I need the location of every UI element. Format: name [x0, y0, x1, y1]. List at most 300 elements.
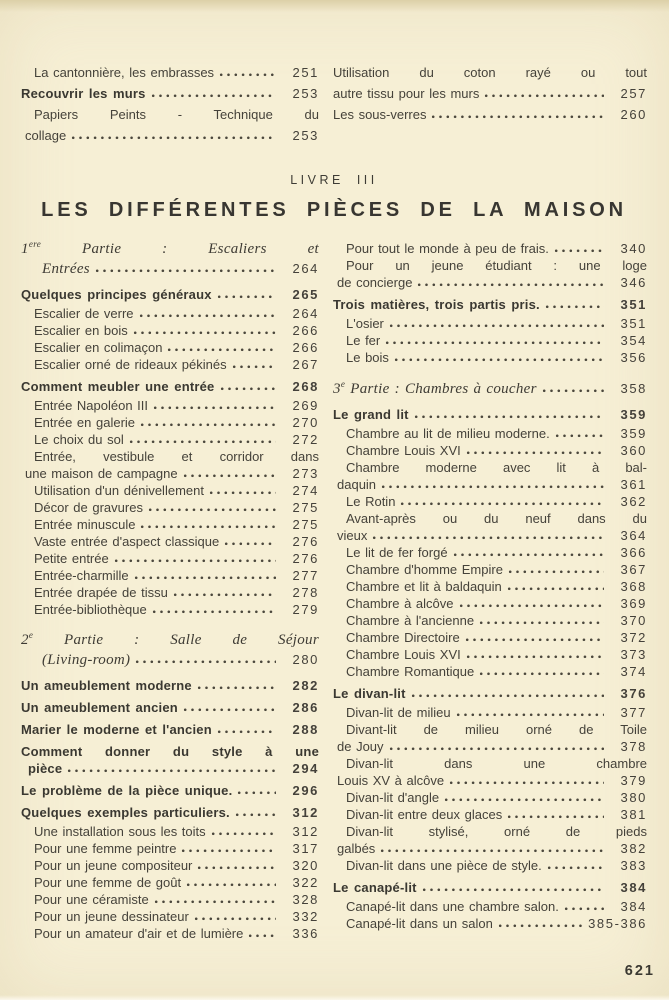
- dot-leader: [140, 518, 276, 529]
- page-ref: 280: [292, 652, 319, 667]
- toc-entry-line: [333, 646, 647, 663]
- text-segment: de concierge: [337, 275, 413, 290]
- toc-entry-text: [346, 240, 549, 257]
- toc-entry-line: [21, 104, 319, 125]
- toc-entry-line: [333, 296, 647, 313]
- dot-leader: [453, 546, 604, 557]
- toc-entry: [333, 755, 647, 789]
- text-segment: Chambre au lit de milieu moderne.: [346, 426, 550, 441]
- dot-leader: [173, 586, 276, 597]
- toc-entry-line: [21, 908, 319, 925]
- toc-entry-line: [333, 612, 647, 629]
- toc-entry-text: [333, 380, 537, 399]
- text-segment: Divant-lit de milieu orné de Toile: [346, 722, 647, 737]
- toc-entry-text: [34, 414, 135, 431]
- toc-entry-text: [21, 782, 232, 799]
- page-ref: 373: [620, 647, 647, 662]
- toc-entry-text: [34, 482, 204, 499]
- dot-leader: [183, 701, 276, 712]
- toc-left-column: [21, 240, 319, 942]
- page-ref: 356: [620, 350, 647, 365]
- toc-entry-line: [333, 315, 647, 332]
- text-segment: Quelques exemples particuliers.: [21, 805, 230, 820]
- text-segment: Le lit de fer forgé: [346, 545, 448, 560]
- toc-entry: [333, 612, 647, 629]
- toc-entry: [21, 516, 319, 533]
- dot-leader: [484, 87, 604, 98]
- text-segment: une maison de campagne: [25, 466, 178, 481]
- toc-entry: [21, 743, 319, 777]
- toc-entry-text: [34, 550, 109, 567]
- text-segment: Divan-lit dans une chambre: [346, 756, 647, 771]
- page-ref: 312: [292, 824, 319, 839]
- toc-entry-line: [333, 840, 647, 857]
- page-ref: 268: [292, 379, 319, 394]
- page-ref: 370: [620, 613, 647, 628]
- dot-leader: [186, 876, 276, 887]
- page-ref: 257: [620, 86, 647, 101]
- text-segment: Entrée minuscule: [34, 517, 136, 532]
- toc-entry-line: [21, 339, 319, 356]
- toc-entry: [21, 721, 319, 738]
- text-segment: Pour un jeune étudiant : une loge: [346, 258, 647, 273]
- toc-entry-text: [21, 83, 146, 104]
- toc-entry-line: [333, 62, 647, 83]
- toc-entry-line: [21, 378, 319, 395]
- toc-entry: [21, 286, 319, 303]
- toc-entry: [21, 840, 319, 857]
- toc-entry-line: [333, 806, 647, 823]
- toc-entry-line: [21, 631, 319, 650]
- ordinal-superscript: e: [28, 630, 34, 640]
- dot-leader: [148, 501, 276, 512]
- toc-entry-line: [333, 425, 647, 442]
- toc-entry-text: [346, 561, 503, 578]
- text-segment: La cantonnière, les embrasses: [34, 65, 215, 80]
- toc-entry: [333, 425, 647, 442]
- text-segment: Escalier en colimaçon: [34, 340, 163, 355]
- dot-leader: [129, 433, 276, 444]
- toc-entry-line: [21, 567, 319, 584]
- page-ref: 275: [292, 517, 319, 532]
- dot-leader: [135, 653, 276, 664]
- toc-entry: [333, 315, 647, 332]
- page-ref: 265: [292, 287, 319, 302]
- toc-entry-line: [21, 83, 319, 104]
- toc-entry: [333, 595, 647, 612]
- toc-entry-line: [333, 442, 647, 459]
- page-ref: 288: [292, 722, 319, 737]
- page-ref: 376: [620, 686, 647, 701]
- text-segment: Chambre à alcôve: [346, 596, 454, 611]
- dot-leader: [67, 762, 276, 773]
- page-ref: 320: [292, 858, 319, 873]
- toc-entry-text: [346, 595, 454, 612]
- toc-entry-text: [346, 857, 542, 874]
- dot-leader: [555, 427, 604, 438]
- page-ref: 369: [620, 596, 647, 611]
- toc-entry-line: [333, 738, 647, 755]
- toc-entry: [333, 379, 647, 399]
- toc-entry: [21, 601, 319, 618]
- toc-entry: [21, 62, 319, 83]
- toc-entry: [21, 322, 319, 339]
- text-segment: Pour une céramiste: [34, 892, 149, 907]
- toc-entry-line: [333, 879, 647, 896]
- dot-leader: [211, 825, 276, 836]
- toc-entry-line: [21, 62, 319, 83]
- ordinal-superscript: e: [340, 379, 346, 389]
- dot-leader: [400, 495, 604, 506]
- toc-entry: [333, 296, 647, 313]
- toc-entry: [21, 567, 319, 584]
- toc-entry: [21, 891, 319, 908]
- toc-entry-text: [21, 240, 319, 259]
- dot-leader: [449, 774, 604, 785]
- toc-top-left-column: [21, 62, 319, 146]
- toc-entry-line: [21, 322, 319, 339]
- text-segment: Chambre et lit à baldaquin: [346, 579, 502, 594]
- text-segment: Vaste entrée d'aspect classique: [34, 534, 220, 549]
- toc-entry: [333, 459, 647, 493]
- text-segment: Le choix du sol: [34, 432, 124, 447]
- text-segment: Le divan-lit: [333, 686, 406, 701]
- toc-entry-text: [337, 476, 376, 493]
- toc-entry-line: [333, 721, 647, 738]
- toc-entry-text: [346, 257, 647, 274]
- dot-leader: [417, 276, 604, 287]
- toc-entry-line: [21, 356, 319, 373]
- text-segment: Pour tout le monde à peu de frais.: [346, 241, 549, 256]
- toc-entry-line: [333, 915, 647, 932]
- toc-entry: [21, 550, 319, 567]
- toc-entry-line: [333, 274, 647, 291]
- text-segment: Avant-après ou du neuf dans du: [346, 511, 647, 526]
- toc-entry-line: [333, 578, 647, 595]
- text-segment: Entrée-charmille: [34, 568, 129, 583]
- toc-entry-line: [21, 259, 319, 279]
- page-ref: 317: [292, 841, 319, 856]
- page-ref: 366: [620, 545, 647, 560]
- page-ref: 384: [620, 880, 647, 895]
- text-segment: autre tissu pour les murs: [333, 86, 480, 101]
- toc-entry: [333, 823, 647, 857]
- toc-entry-line: [21, 240, 319, 259]
- text-segment: Comment donner du style à une: [21, 744, 319, 759]
- toc-entry: [333, 240, 647, 257]
- book-part-label: LIVRE III: [290, 173, 378, 187]
- toc-entry-text: [337, 738, 384, 755]
- toc-entry-line: [333, 772, 647, 789]
- toc-entry-text: [346, 425, 550, 442]
- page-ref: 266: [292, 340, 319, 355]
- text-segment: Chambre Louis XVI: [346, 443, 461, 458]
- toc-entry-text: [34, 104, 319, 125]
- page-ref: 266: [292, 323, 319, 338]
- dot-leader: [547, 859, 604, 870]
- toc-entry-text: [346, 646, 461, 663]
- dot-leader: [140, 416, 276, 427]
- page-ref: 382: [620, 841, 647, 856]
- toc-entry-line: [21, 584, 319, 601]
- toc-entry-text: [34, 908, 189, 925]
- toc-entry: [333, 898, 647, 915]
- dot-leader: [217, 723, 276, 734]
- toc-top-section: [21, 62, 647, 146]
- dot-leader: [381, 478, 604, 489]
- toc-entry-text: [333, 879, 417, 896]
- page-ref: 253: [292, 86, 319, 101]
- page-ref: 359: [620, 407, 647, 422]
- dot-leader: [139, 307, 276, 318]
- dot-leader: [220, 380, 277, 391]
- page-ref: 272: [292, 432, 319, 447]
- text-segment: Entrée, vestibule et corridor dans: [34, 449, 319, 464]
- toc-entry: [21, 83, 319, 104]
- text-segment: Divan-lit d'angle: [346, 790, 440, 805]
- toc-entry-line: [333, 595, 647, 612]
- text-segment: Entrée Napoléon III: [34, 398, 149, 413]
- toc-entry-line: [21, 650, 319, 670]
- toc-entry: [333, 406, 647, 423]
- text-segment: Une installation sous les toits: [34, 824, 206, 839]
- toc-entry-line: [333, 629, 647, 646]
- toc-entry: [21, 874, 319, 891]
- toc-entry-line: [333, 349, 647, 366]
- toc-entry-text: [333, 406, 409, 423]
- text-segment: Chambre Directoire: [346, 630, 460, 645]
- toc-entry: [21, 804, 319, 821]
- toc-entry: [21, 584, 319, 601]
- page-ref: 383: [620, 858, 647, 873]
- toc-entry: [21, 356, 319, 373]
- toc-entry: [21, 823, 319, 840]
- page-ref: 346: [620, 275, 647, 290]
- toc-entry-text: [34, 857, 192, 874]
- page-ref: 336: [292, 926, 319, 941]
- toc-entry-text: [346, 755, 647, 772]
- toc-entry: [333, 561, 647, 578]
- dot-leader: [237, 784, 276, 795]
- toc-entry-line: [21, 125, 319, 146]
- toc-entry-text: [333, 296, 540, 313]
- text-segment: Entrée-bibliothèque: [34, 602, 147, 617]
- text-segment: Un ameublement ancien: [21, 700, 178, 715]
- toc-entry-text: [346, 823, 647, 840]
- text-segment: 1: [21, 241, 29, 257]
- toc-entry-text: [346, 459, 647, 476]
- dot-leader: [542, 382, 604, 393]
- toc-entry: [333, 442, 647, 459]
- dot-leader: [380, 842, 604, 853]
- toc-entry-line: [333, 789, 647, 806]
- text-segment: Trois matières, trois partis pris.: [333, 297, 540, 312]
- toc-entry-text: [333, 104, 426, 125]
- toc-entry-text: [346, 315, 384, 332]
- toc-entry-text: [346, 721, 647, 738]
- page-ref: 282: [292, 678, 319, 693]
- dot-leader: [456, 706, 604, 717]
- page-ref: 381: [620, 807, 647, 822]
- toc-entry-text: [34, 339, 162, 356]
- toc-entry: [333, 721, 647, 755]
- page-ref: 276: [292, 534, 319, 549]
- text-segment: Comment meubler une entrée: [21, 379, 215, 394]
- toc-entry-line: [333, 823, 647, 840]
- toc-entry-text: [333, 62, 647, 83]
- page-ref: 267: [292, 357, 319, 372]
- text-segment: Louis XV à alcôve: [337, 773, 445, 788]
- toc-entry: [333, 685, 647, 702]
- toc-entry-text: [34, 322, 128, 339]
- text-segment: Le Rotin: [346, 494, 396, 509]
- toc-entry-text: [34, 584, 168, 601]
- page-ref: 360: [620, 443, 647, 458]
- toc-entry-text: [34, 356, 227, 373]
- toc-entry-line: [21, 677, 319, 694]
- dot-leader: [235, 806, 276, 817]
- toc-entry-line: [333, 240, 647, 257]
- toc-entry-line: [21, 601, 319, 618]
- toc-entry-text: [34, 448, 319, 465]
- toc-entry: [333, 544, 647, 561]
- text-segment: Partie : Escaliers et: [41, 241, 319, 257]
- dot-leader: [507, 808, 604, 819]
- toc-entry: [333, 646, 647, 663]
- toc-entry-line: [21, 286, 319, 303]
- toc-entry-line: [21, 397, 319, 414]
- toc-entry: [21, 857, 319, 874]
- page-ref: 273: [292, 466, 319, 481]
- toc-entry-text: [21, 743, 319, 760]
- toc-entry-line: [333, 379, 647, 399]
- toc-entry-text: [333, 83, 479, 104]
- dot-leader: [414, 408, 604, 419]
- dot-leader: [133, 324, 276, 335]
- toc-entry-line: [21, 431, 319, 448]
- page-ref: 312: [292, 805, 319, 820]
- toc-entry-text: [34, 925, 243, 942]
- text-segment: Pour une femme de goût: [34, 875, 182, 890]
- toc-entry-text: [346, 806, 502, 823]
- toc-entry-line: [21, 840, 319, 857]
- toc-entry: [333, 332, 647, 349]
- toc-entry: [333, 578, 647, 595]
- page-ref: 374: [620, 664, 647, 679]
- toc-entry-text: [346, 898, 559, 915]
- toc-entry: [333, 62, 647, 104]
- toc-entry-text: [337, 840, 375, 857]
- toc-entry-line: [333, 704, 647, 721]
- toc-entry-line: [21, 448, 319, 465]
- text-segment: Escalier orné de rideaux pékinés: [34, 357, 227, 372]
- dot-leader: [422, 881, 604, 892]
- toc-entry-text: [346, 349, 389, 366]
- text-segment: Canapé-lit dans une chambre salon.: [346, 899, 559, 914]
- toc-entry-text: [21, 721, 212, 738]
- toc-entry-line: [21, 857, 319, 874]
- toc-entry: [333, 806, 647, 823]
- toc-entry-line: [333, 561, 647, 578]
- page-ref: 364: [620, 528, 647, 543]
- page-ref: 340: [620, 241, 647, 256]
- toc-entry-text: [346, 915, 493, 932]
- toc-entry-line: [21, 550, 319, 567]
- text-segment: Utilisation d'un dénivellement: [34, 483, 204, 498]
- toc-entry: [333, 857, 647, 874]
- text-segment: Le problème de la pièce unique.: [21, 783, 233, 798]
- toc-entry: [333, 510, 647, 544]
- page-ref: 385-386: [588, 916, 647, 931]
- toc-entry-text: [42, 260, 90, 279]
- dot-leader: [194, 910, 276, 921]
- toc-entry-text: [34, 601, 147, 618]
- toc-entry-line: [21, 465, 319, 482]
- toc-entry: [333, 349, 647, 366]
- toc-entry-text: [34, 567, 129, 584]
- toc-entry: [333, 629, 647, 646]
- text-segment: Partie : Chambres à coucher: [345, 381, 537, 397]
- text-segment: galbés: [337, 841, 376, 856]
- toc-entry-line: [333, 406, 647, 423]
- toc-entry-text: [337, 772, 444, 789]
- toc-entry-line: [21, 925, 319, 942]
- toc-entry-line: [21, 699, 319, 716]
- dot-leader: [71, 129, 276, 140]
- text-segment: Quelques principes généraux: [21, 287, 212, 302]
- toc-entry-text: [28, 760, 62, 777]
- toc-entry-text: [34, 840, 176, 857]
- toc-entry-line: [21, 414, 319, 431]
- toc-entry: [21, 305, 319, 322]
- toc-entry-line: [333, 459, 647, 476]
- page-ref: 274: [292, 483, 319, 498]
- page-ref: 379: [620, 773, 647, 788]
- page-ref: 367: [620, 562, 647, 577]
- text-segment: Recouvrir les murs: [21, 86, 146, 101]
- toc-main-section: [21, 240, 647, 942]
- dot-leader: [152, 603, 276, 614]
- toc-entry-text: [346, 544, 448, 561]
- text-segment: Le bois: [346, 350, 389, 365]
- toc-entry-text: [21, 804, 230, 821]
- dot-leader: [479, 665, 604, 676]
- page-ref: 253: [292, 128, 319, 143]
- ordinal-superscript: ere: [28, 239, 42, 249]
- text-segment: collage: [25, 128, 67, 143]
- toc-entry-text: [42, 651, 130, 670]
- toc-entry-line: [21, 760, 319, 777]
- toc-entry-text: [346, 442, 461, 459]
- toc-entry-line: [21, 499, 319, 516]
- text-segment: Escalier de verre: [34, 306, 134, 321]
- toc-entry: [21, 908, 319, 925]
- toc-entry: [21, 397, 319, 414]
- dot-leader: [154, 893, 276, 904]
- dot-leader: [564, 900, 604, 911]
- dot-leader: [209, 484, 276, 495]
- toc-entry-line: [333, 544, 647, 561]
- page-ref: 279: [292, 602, 319, 617]
- toc-entry-text: [34, 431, 124, 448]
- toc-entry: [21, 240, 319, 279]
- text-segment: pièce: [28, 761, 63, 776]
- toc-entry-text: [346, 789, 439, 806]
- text-segment: (Living-room): [42, 652, 131, 668]
- toc-entry-text: [337, 527, 367, 544]
- page-ref: 332: [292, 909, 319, 924]
- toc-entry-text: [346, 578, 502, 595]
